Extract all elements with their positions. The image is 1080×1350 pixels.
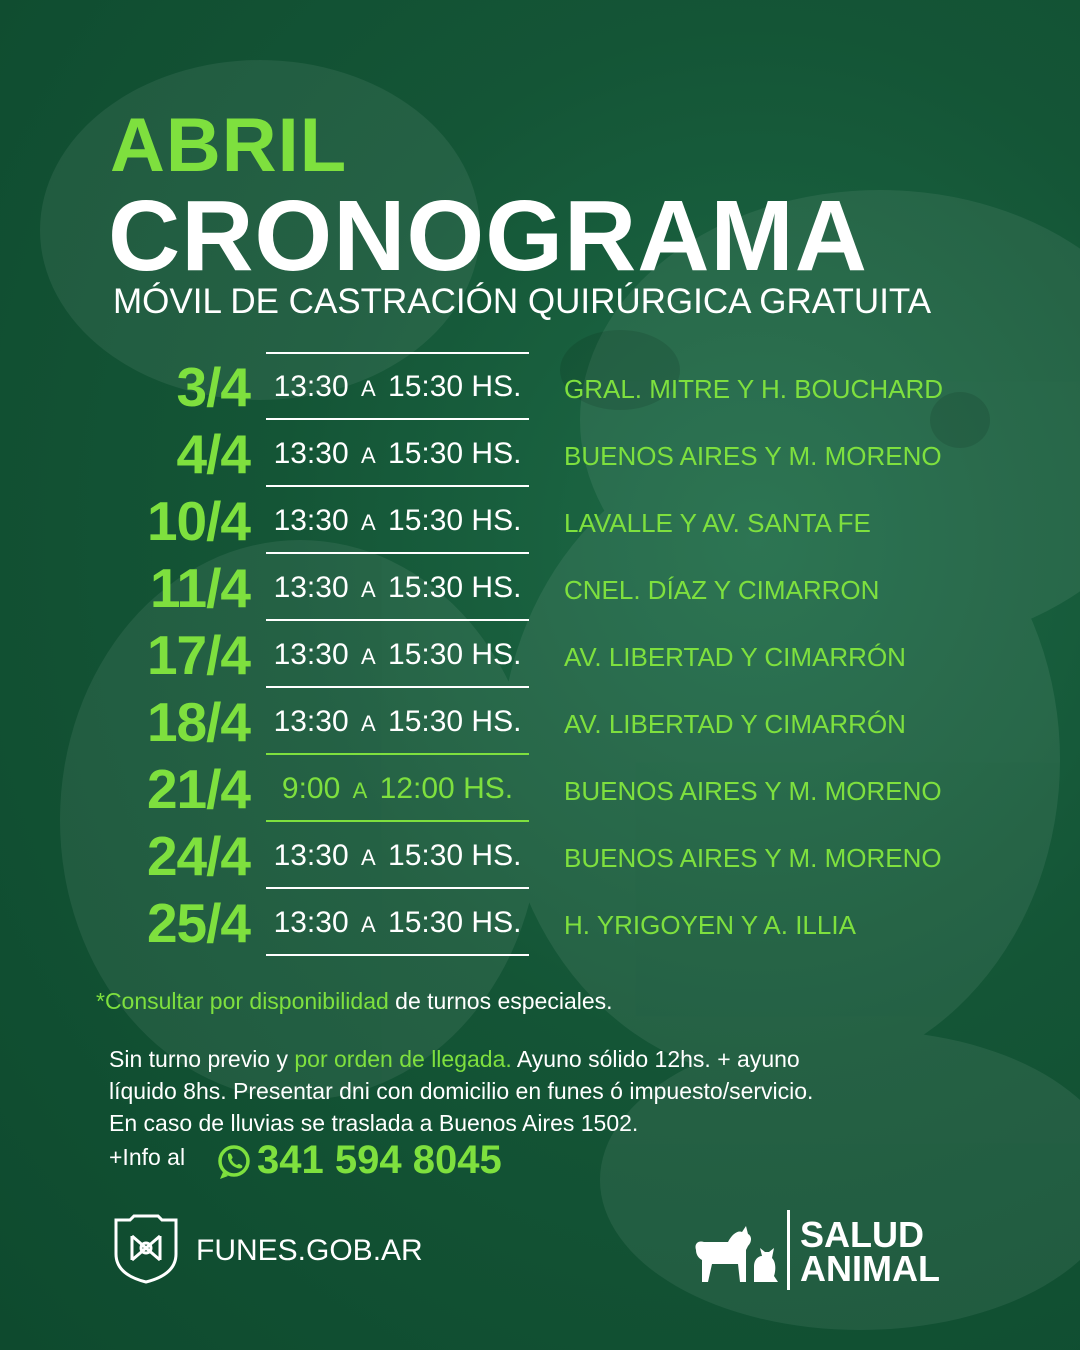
schedule-place: CNEL. DÍAZ Y CIMARRON — [564, 575, 880, 605]
month-title: ABRIL — [110, 103, 348, 188]
brand-divider — [787, 1210, 790, 1290]
schedule-date: 11/4 — [149, 557, 250, 619]
schedule-time: 13:30 A 15:30 HS. — [273, 839, 522, 872]
schedule-time: 13:30 A 15:30 HS. — [273, 437, 522, 470]
special-appointments-note: *Consultar por disponibilidad de turnos especiales. — [96, 988, 613, 1014]
phone-number[interactable]: 341 594 8045 — [257, 1138, 502, 1182]
schedule-place: BUENOS AIRES Y M. MORENO — [564, 776, 942, 806]
schedule-date: 10/4 — [146, 490, 250, 552]
info-paragraph: Sin turno previo y por orden de llegada. Ayuno sólido 12hs. + ayuno líquido 8hs. Presentar dni con domicilio en funes ó impuesto/servicio. En caso de lluvias se traslada a Buenos Aires 1502. — [109, 1046, 814, 1136]
schedule-row — [0, 687, 1080, 754]
funes-branding — [112, 1214, 512, 1284]
schedule-row — [0, 888, 1080, 955]
schedule-date: 17/4 — [146, 624, 250, 686]
schedule-place: AV. LIBERTAD Y CIMARRÓN — [564, 642, 906, 672]
schedule-place: BUENOS AIRES Y M. MORENO — [564, 843, 942, 873]
schedule-list — [0, 352, 1080, 955]
schedule-date: 21/4 — [146, 758, 250, 820]
salud-animal-branding — [688, 1210, 978, 1290]
schedule-place: AV. LIBERTAD Y CIMARRÓN — [564, 709, 906, 739]
schedule-row — [0, 620, 1080, 687]
schedule-place: BUENOS AIRES Y M. MORENO — [564, 441, 942, 471]
schedule-row — [0, 754, 1080, 821]
schedule-row — [0, 352, 1080, 419]
schedule-time: 9:00 A 12:00 HS. — [281, 772, 514, 805]
schedule-time: 13:30 A 15:30 HS. — [273, 705, 522, 738]
schedule-place: LAVALLE Y AV. SANTA FE — [564, 508, 871, 538]
schedule-time: 13:30 A 15:30 HS. — [273, 504, 522, 537]
schedule-place: GRAL. MITRE Y H. BOUCHARD — [564, 374, 943, 404]
row-divider — [266, 954, 529, 956]
schedule-date: 18/4 — [146, 691, 250, 753]
schedule-time: 13:30 A 15:30 HS. — [273, 638, 522, 671]
salud-animal-wordmark: SALUD ANIMAL — [800, 1214, 940, 1289]
schedule-date: 4/4 — [176, 423, 250, 485]
schedule-time: 13:30 A 15:30 HS. — [273, 571, 522, 604]
schedule-date: 24/4 — [146, 825, 250, 887]
whatsapp-icon — [214, 1142, 254, 1182]
schedule-row — [0, 553, 1080, 620]
dog-cat-logo — [688, 1220, 780, 1286]
schedule-row — [0, 419, 1080, 486]
schedule-time: 13:30 A 15:30 HS. — [273, 906, 522, 939]
schedule-time: 13:30 A 15:30 HS. — [273, 370, 522, 403]
schedule-date: 3/4 — [176, 356, 250, 418]
website-link[interactable]: FUNES.GOB.AR — [196, 1234, 423, 1267]
schedule-row — [0, 821, 1080, 888]
schedule-date: 25/4 — [146, 892, 250, 954]
funes-shield-logo — [112, 1214, 180, 1284]
subtitle: MÓVIL DE CASTRACIÓN QUIRÚRGICA GRATUITA — [113, 282, 932, 321]
schedule-row — [0, 486, 1080, 553]
contact-label: +Info al — [109, 1144, 186, 1170]
page-title: CRONOGRAMA — [108, 180, 868, 292]
schedule-place: H. YRIGOYEN Y A. ILLIA — [564, 910, 856, 940]
